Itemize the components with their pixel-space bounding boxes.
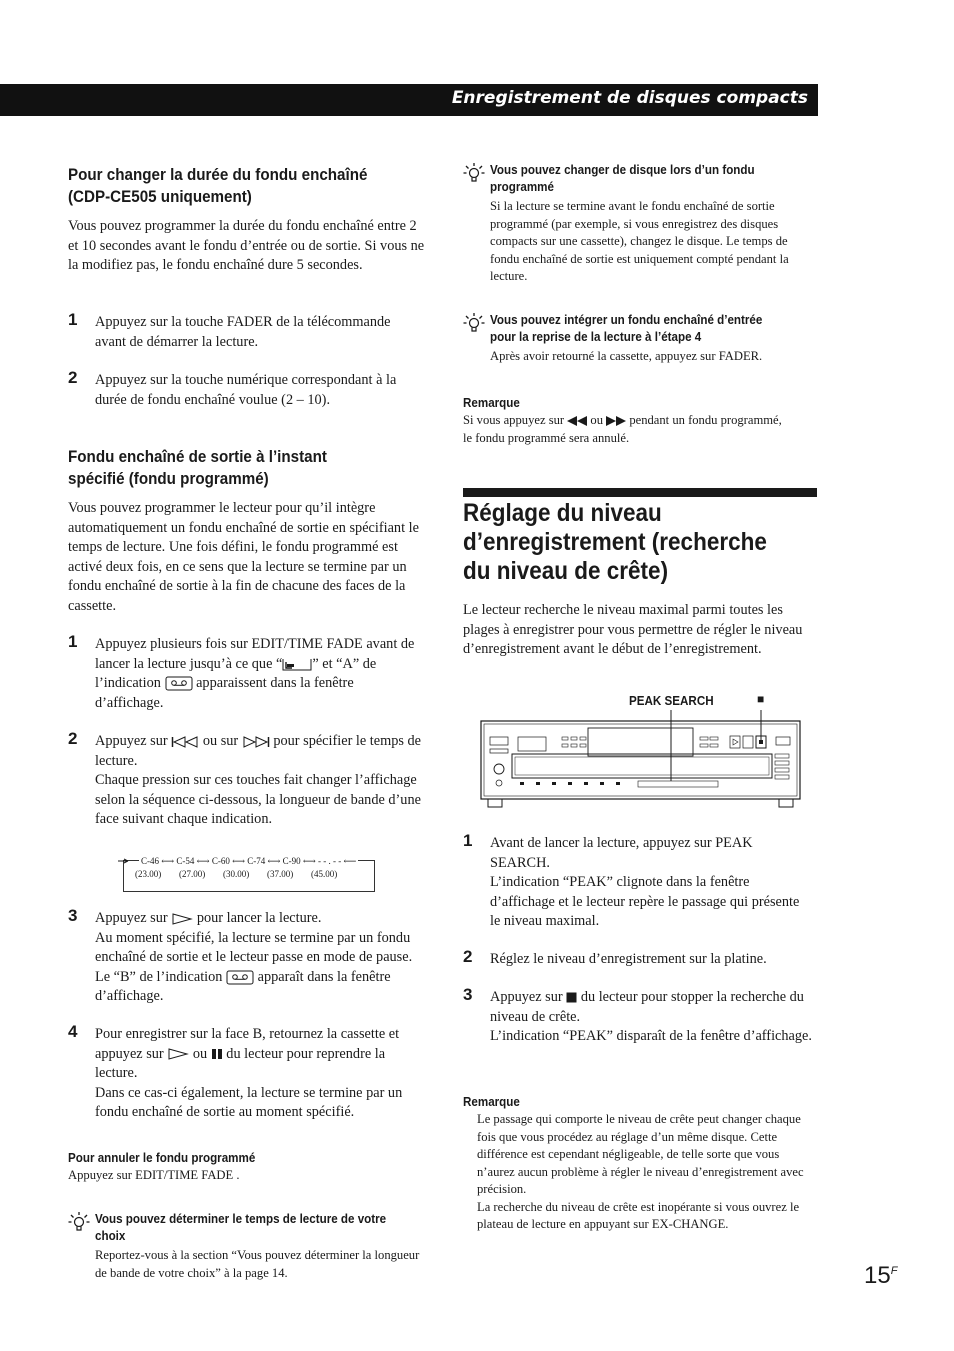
fast-forward-icon <box>606 416 626 426</box>
section2-step-1: 1 Appuyez plusieurs fois sur EDIT/TIME FADE avant de lancer la lecture jusqu’à ce que “ ” et “A” de l’indication apparaissent dans la fenêtre d’affichage. <box>68 632 415 711</box>
play-icon <box>171 913 193 925</box>
page-number: $15^F$ <box>864 1262 898 1289</box>
stop-icon <box>566 992 577 1003</box>
skip-back-icon <box>171 736 199 748</box>
section3-step-2: 2 Réglez le niveau d’enregistrement sur la platine. <box>463 947 767 967</box>
tip-playtime: Vous pouvez déterminer le temps de lecture de votre choix Reportez-vous à la section “Vous pouvez déterminer la longueur de bande de votre choix” à la page 14. <box>68 1211 425 1286</box>
sequence-times: (23.00) (27.00) (30.00) (37.00) (45.00) <box>135 869 338 879</box>
section2-step-3: 3 Appuyez sur pour lancer la lecture. Au moment spécifié, la lecture se termine par un fondu enchaîné de sortie et le lecteur passe en mode de pause. Le “B” de l’indication apparaît dans la fenêtre d’affichage. <box>68 906 413 1004</box>
cancel-text: Appuyez sur EDIT/TIME FADE . <box>68 1168 240 1182</box>
section1-intro: Vous pouvez programmer la durée du fondu enchaîné entre 2 et 10 secondes avant le fondu d’entrée ou de sortie. Si vous ne la modifiez pas, le fondu enchaîné dure 5 secondes. <box>68 218 425 273</box>
section2-step-2: 2 Appuyez sur ou sur pour spécifier le temps de lecture. Chaque pression sur ces touches fait changer l’affichage selon la séquence ci-dessous, la longueur de bande d’une face suivant chaque indication. <box>68 729 422 827</box>
section2-intro: Vous pouvez programmer le lecteur pour qu’il intègre automatiquement un fondu enchaîné de sortie en spécifiant le temps de lecture. Une fois défini, le fondu programmé est activé deux fois, en ce sens que la lecture se termine par un fondu enchaîné de sortie à la fin de chacune des faces de la cassette. <box>68 500 419 614</box>
tape-length-sequence <box>123 856 375 892</box>
section2-step-4: 4 Pour enregistrer sur la face B, retournez la cassette et appuyez sur ou du lecteur pour reprendre la lecture. Dans ce cas-ci également, la lecture se termine par un fondu enchaîné de sortie au moment spécifié. <box>68 1022 403 1120</box>
header-bar <box>0 84 818 116</box>
cassette-icon <box>226 970 254 985</box>
note2-text: Le passage qui comporte le niveau de crête peut changer chaque fois que vous procédez au réglage d’un même disque. Cette différence est cependant négligeable, de telle sorte que vous n’aurez aucun problème à régler le niveau d’enregistrement avec précision. La recherche du niveau de crête est inopérante si vous ouvrez le plateau de lecture en appuyant sur EX-CHANGE. <box>477 1112 804 1231</box>
fade-indicator-icon <box>282 657 312 672</box>
section-rule <box>463 488 817 497</box>
pause-icon <box>211 1048 223 1060</box>
section2-title: Fondu enchaîné de sortie à l’instant spécifié (fondu programmé) <box>68 448 327 488</box>
sequence-labels: C-46 ⟷ C-54 ⟷ C-60 ⟷ C-74 ⟷ C-90 ⟷ - - . - - ⟵ <box>141 856 357 866</box>
section1-title: Pour changer la durée du fondu enchaîné (CDP-CE505 uniquement) <box>68 166 368 206</box>
play-icon <box>167 1048 189 1060</box>
rewind-icon <box>567 416 587 426</box>
note1-label: Remarque <box>463 396 520 410</box>
figure-label-stop: ■ <box>757 692 765 706</box>
cd-player-illustration <box>478 706 803 814</box>
section3-step-1: 1 Avant de lancer la lecture, appuyez sur PEAK SEARCH. L’indication “PEAK” clignote dans la fenêtre d’affichage et le lecteur repère le passage qui présente le niveau maximal. <box>463 831 800 929</box>
section3-step-3: 3 Appuyez sur du lecteur pour stopper la recherche du niveau de crête. L’indication “PEAK” disparaît de la fenêtre d’affichage. <box>463 985 812 1044</box>
figure-label-peak-search: PEAK SEARCH <box>629 694 714 708</box>
lightbulb-icon <box>68 1211 90 1233</box>
cassette-icon <box>165 676 193 691</box>
tip-fade-in: Vous pouvez intégrer un fondu enchaîné d’entrée pour la reprise de la lecture à l’étape 4 Après avoir retourné la cassette, appuyez sur FADER. <box>463 312 819 372</box>
section3-intro: Le lecteur recherche le niveau maximal parmi toutes les plages à enregistrer pour vous permettre de régler le niveau d’enregistrement avant le début de l’enregistrement. <box>463 602 803 657</box>
header-title: Enregistrement de disques compacts <box>451 88 808 108</box>
note1-text: Si vous appuyez sur ou pendant un fondu programmé, le fondu programmé sera annulé. <box>463 413 782 445</box>
note2-label: Remarque <box>463 1095 520 1109</box>
skip-forward-icon <box>242 736 270 748</box>
tip-change-disc: Vous pouvez changer de disque lors d’un fondu programmé Si la lecture se termine avant le fondu enchaîné de sortie programmé (par exemple, si vous enregistrez des disques compacts sur une cassette), changez le disque. Le temps de fondu enchaîné de sortie est uniquement compté pendant la lecture. <box>463 162 819 292</box>
lightbulb-icon <box>463 162 485 184</box>
cancel-label: Pour annuler le fondu programmé <box>68 1151 256 1165</box>
section3-title: Réglage du niveau d’enregistrement (recherche du niveau de crête) <box>463 499 767 585</box>
lightbulb-icon <box>463 312 485 334</box>
section1-step-1: 1 Appuyez sur la touche FADER de la télécommande avant de démarrer la lecture. <box>68 310 391 350</box>
section1-step-2: 2 Appuyez sur la touche numérique correspondant à la durée de fondu enchaîné voulue (2 – 10). <box>68 368 397 408</box>
